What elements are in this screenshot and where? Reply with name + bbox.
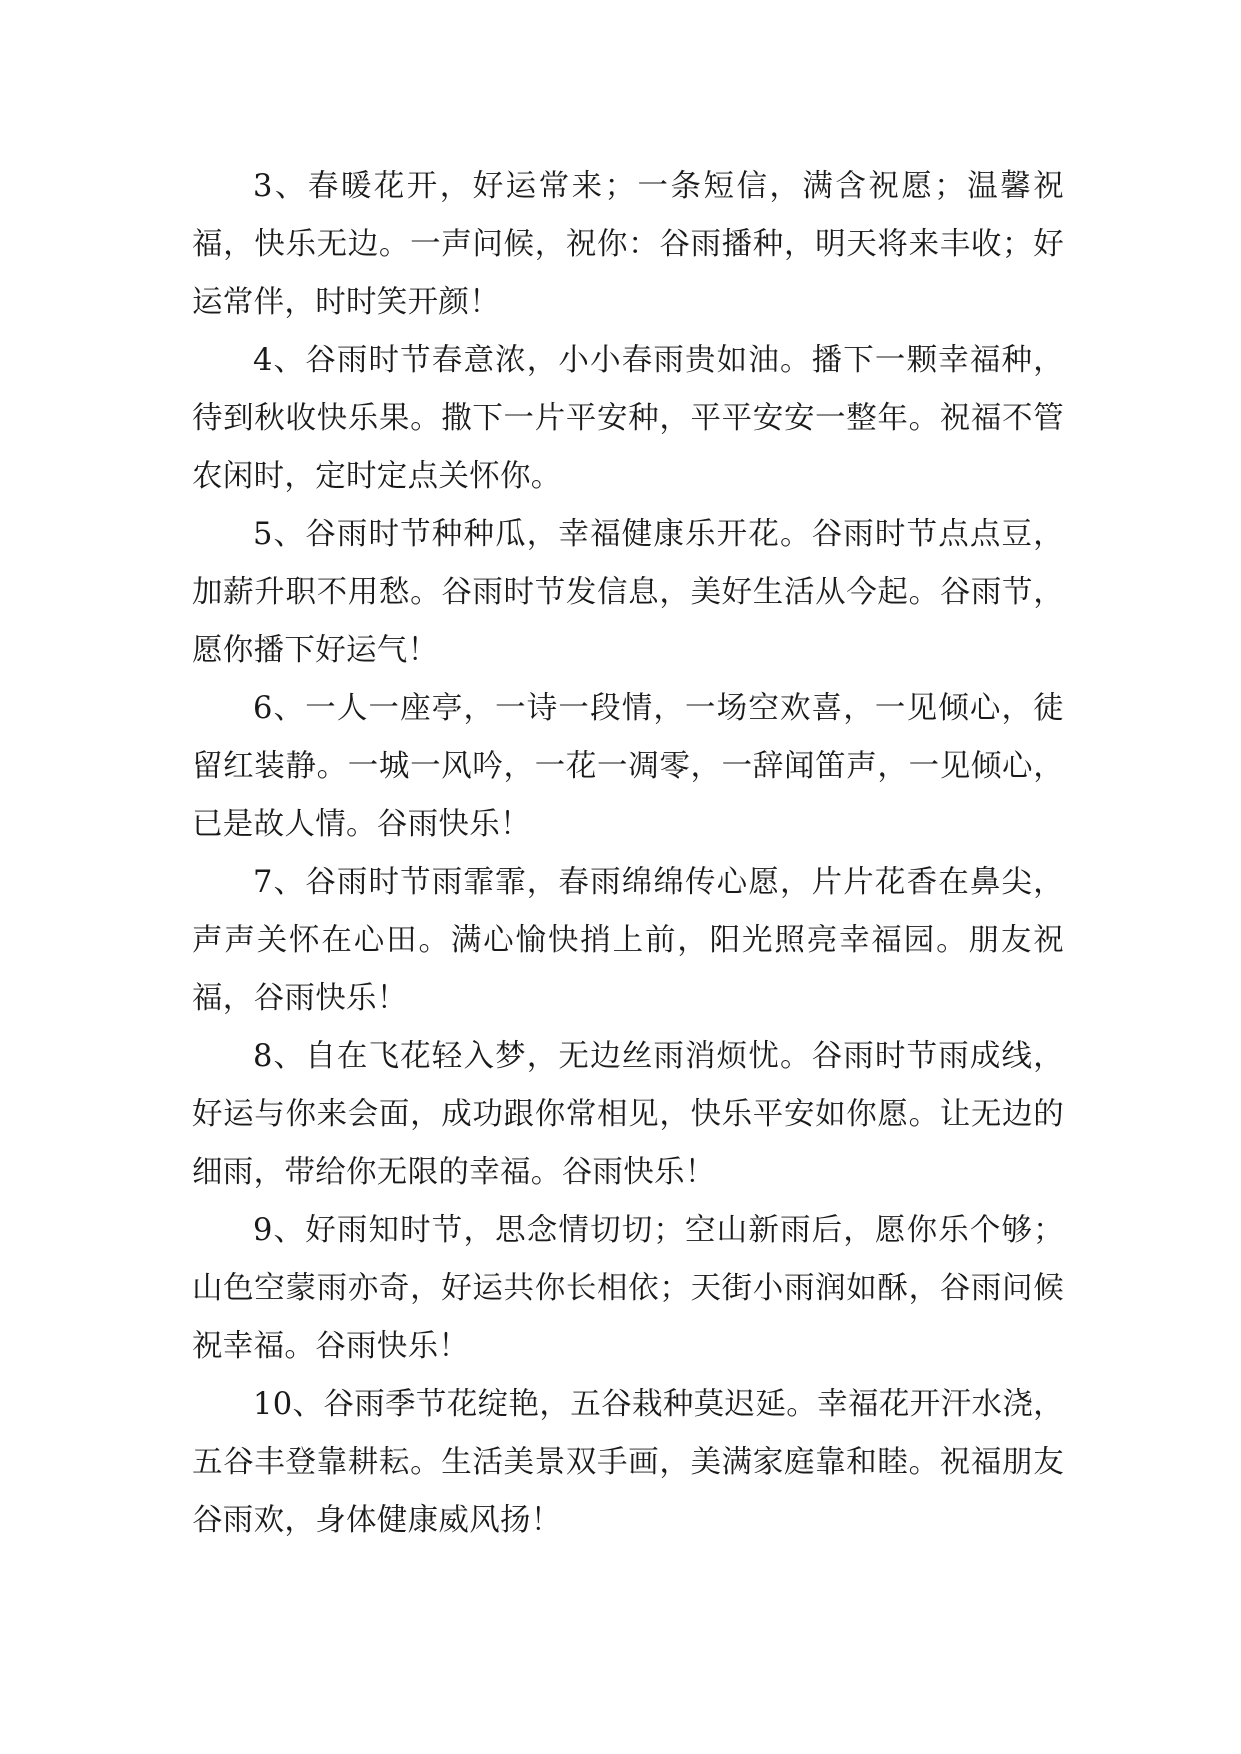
paragraph-4: 4、谷雨时节春意浓，小小春雨贵如油。播下一颗幸福种，待到秋收快乐果。撒下一片平安种，平平安安一整年。祝福不管农闲时，定时定点关怀你。 [192, 343, 1064, 494]
document-body [192, 158, 1064, 1550]
paragraph-9: 9、好雨知时节，思念情切切；空山新雨后，愿你乐个够；山色空蒙雨亦奇，好运共你长相依；天街小雨润如酥，谷雨问候祝幸福。谷雨快乐！ [192, 1213, 1064, 1364]
paragraph-8: 8、自在飞花轻入梦，无边丝雨消烦忧。谷雨时节雨成线，好运与你来会面，成功跟你常相见，快乐平安如你愿。让无边的细雨，带给你无限的幸福。谷雨快乐！ [192, 1039, 1064, 1190]
paragraph-3: 3、春暖花开，好运常来；一条短信，满含祝愿；温馨祝福，快乐无边。一声问候，祝你：谷雨播种，明天将来丰收；好运常伴，时时笑开颜！ [192, 169, 1064, 320]
paragraph-7: 7、谷雨时节雨霏霏，春雨绵绵传心愿，片片花香在鼻尖，声声关怀在心田。满心愉快捎上前，阳光照亮幸福园。朋友祝福，谷雨快乐！ [192, 865, 1064, 1016]
paragraph-10: 10、谷雨季节花绽艳，五谷栽种莫迟延。幸福花开汗水浇，五谷丰登靠耕耘。生活美景双手画，美满家庭靠和睦。祝福朋友谷雨欢，身体健康威风扬！ [192, 1387, 1064, 1538]
paragraph-6: 6、一人一座亭，一诗一段情，一场空欢喜，一见倾心，徒留红装静。一城一风吟，一花一凋零，一辞闻笛声，一见倾心，已是故人情。谷雨快乐！ [192, 691, 1064, 842]
paragraph-5: 5、谷雨时节种种瓜，幸福健康乐开花。谷雨时节点点豆，加薪升职不用愁。谷雨时节发信息，美好生活从今起。谷雨节，愿你播下好运气！ [192, 517, 1064, 668]
